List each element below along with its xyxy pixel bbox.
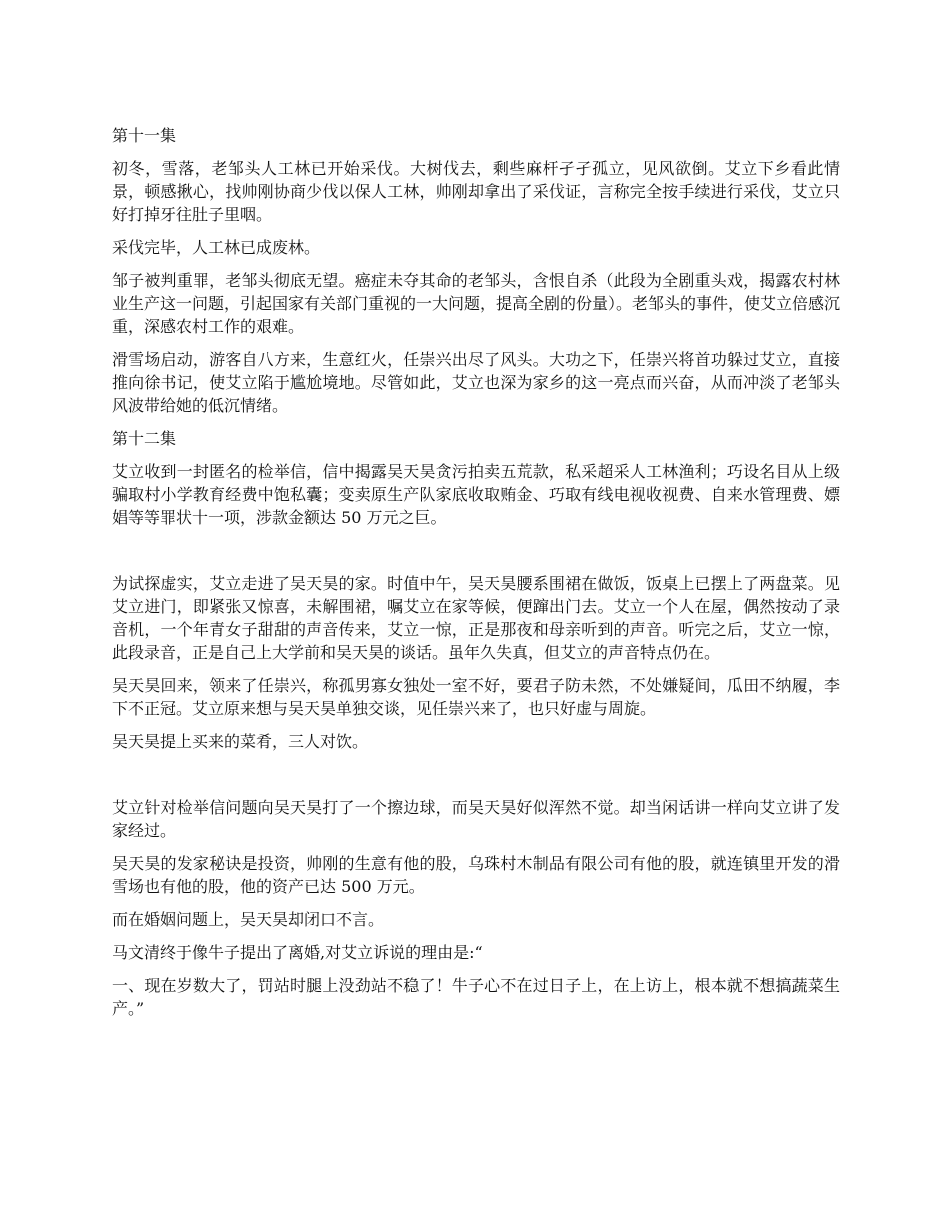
paragraph: 初冬，雪落，老邹头人工林已开始采伐。大树伐去，剩些麻杆孑孑孤立，见风欲倒。艾立下乡看此情景，顿感揪心，找帅刚协商少伐以保人工林，帅刚却拿出了采伐证，言称完全按手续进行采伐，艾立只好打掉牙往肚子里咽。: [112, 159, 840, 224]
document-page: [112, 124, 840, 1030]
blank-gap: [112, 539, 840, 572]
paragraph: 而在婚姻问题上，吴天昊却闭口不言。: [112, 910, 385, 929]
episode-heading-12: 第十二集: [112, 429, 177, 448]
paragraph: 邹子被判重罪，老邹头彻底无望。癌症未夺其命的老邹头，含恨自杀（此段为全剧重头戏，揭露农村林业生产这一问题，引起国家有关部门重视的一大问题，提高全剧的份量）。老邹头的事件，使艾立倍感沉重，深感农村工作的艰难。: [112, 271, 841, 336]
paragraph: 滑雪场启动，游客自八方来，生意红火，任崇兴出尽了风头。大功之下，任崇兴将首功躲过艾立，直接推向徐书记，使艾立陷于尴尬境地。尽管如此，艾立也深为家乡的这一亮点而兴奋，从而冲淡了老邹头风波带给她的低沉情绪。: [112, 350, 840, 415]
paragraph: 吴天昊回来，领来了任崇兴，称孤男寡女独处一室不好，要君子防未然，不处嫌疑间，瓜田不纳履，李下不正冠。艾立原来想与吴天昊单独交谈，见任崇兴来了，也只好虚与周旋。: [112, 676, 840, 718]
paragraph: 吴天昊提上买来的菜肴，三人对饮。: [112, 732, 369, 751]
paragraph: 为试探虚实，艾立走进了吴天昊的家。时值中午，吴天昊腰系围裙在做饭，饭桌上已摆上了两盘菜。见艾立进门，即紧张又惊喜，未解围裙，嘱艾立在家等候，便蹿出门去。艾立一个人在屋，偶然按动了录音机，一个年青女子甜甜的声音传来，艾立一惊，正是那夜和母亲听到的声音。听完之后，艾立一惊，此段录音，正是自己上大学前和吴天昊的谈话。虽年久失真，但艾立的声音特点仍在。: [112, 574, 840, 662]
paragraph: 艾立收到一封匿名的检举信，信中揭露吴天昊贪污拍卖五荒款，私采超采人工林渔利；巧设名目从上级骗取村小学教育经费中饱私囊；变卖原生产队家底收取贿金、巧取有线电视收视费、自来水管理费、嫖娼等等罪状十一项，涉款金额达 50 万元之巨。: [112, 462, 840, 527]
paragraph: 艾立针对检举信问题向吴天昊打了一个擦边球，而吴天昊好似浑然不觉。却当闲话讲一样向艾立讲了发家经过。: [112, 798, 840, 840]
paragraph: 马文清终于像牛子提出了离婚,对艾立诉说的理由是:“: [112, 943, 483, 962]
paragraph: 采伐完毕，人工林已成废林。: [112, 238, 321, 257]
episode-heading-11: 第十一集: [112, 126, 177, 145]
paragraph: 吴天昊的发家秘诀是投资，帅刚的生意有他的股，乌珠村木制品有限公司有他的股，就连镇里开发的滑雪场也有他的股，他的资产已达 500 万元。: [112, 854, 840, 896]
blank-gap: [112, 763, 840, 796]
paragraph: 一、现在岁数大了，罚站时腿上没劲站不稳了！牛子心不在过日子上，在上访上，根本就不想搞蔬菜生产。”: [112, 976, 840, 1018]
